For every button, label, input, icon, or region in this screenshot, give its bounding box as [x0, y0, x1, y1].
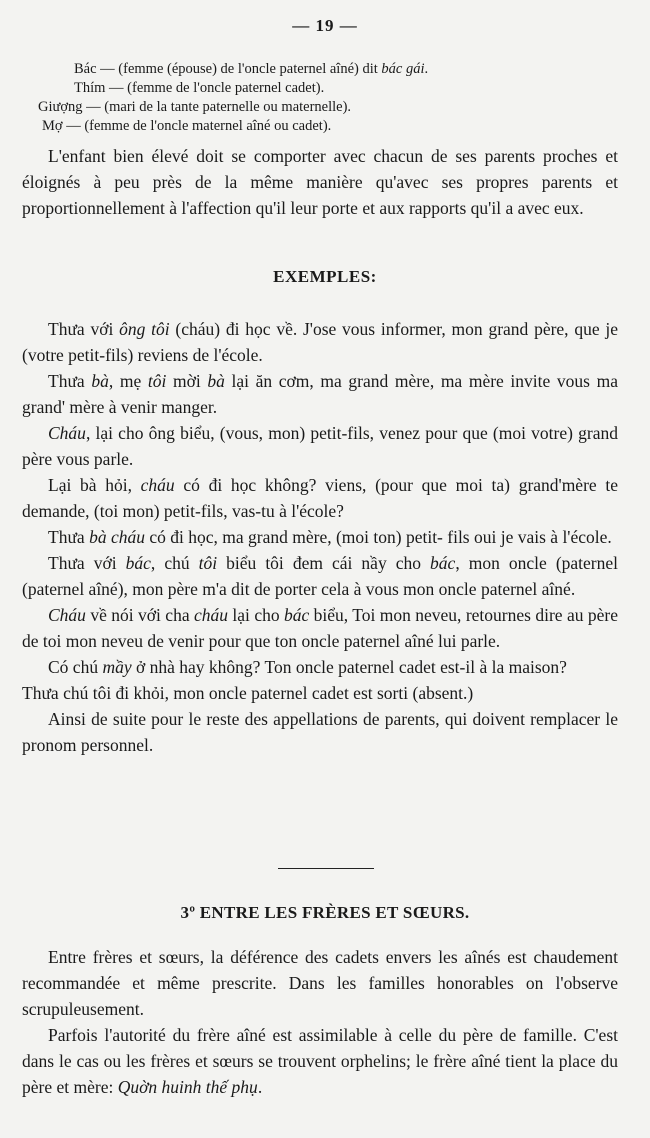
example-text: Lại bà hỏi, [48, 475, 141, 495]
example-text: , lại cho ông biểu, (vous, mon) petit-fils, venez pour que (moi votre) grand père vous parle. [22, 423, 618, 469]
example-italic: Cháu [48, 605, 86, 625]
example-text: ở nhà hay không? Ton oncle paternel cadet est-il à la maison? [131, 657, 567, 677]
section-paragraph: Entre frères et sœurs, la déférence des cadets envers les aînés est chaudement recommandée et même prescrite. Dans les familles honorables on l'observe scrupuleusement. [22, 947, 618, 1019]
definition-text: — (mari de la tante paternelle ou maternelle). [82, 99, 352, 115]
definition-term: Bác [74, 61, 97, 77]
example-text: Có chú [48, 657, 103, 677]
example-italic: tôi [198, 553, 218, 573]
example-italic: cháu [193, 605, 229, 625]
example-text: Ainsi de suite pour le reste des appellations de parents, qui doivent remplacer le pronom personnel. [22, 709, 618, 755]
example-text: biểu tôi đem cái nầy cho [217, 553, 431, 573]
definition-text: — (femme (épouse) de l'oncle paternel aîné) dit [96, 61, 382, 77]
example-italic: tôi [147, 371, 167, 391]
section-italic: Quờn huinh thế phụ [117, 1077, 258, 1097]
example-text: (cháu) đi học về. J'ose vous informer, mon grand père, que je (votre petit-fils) reviens de l'école. [22, 319, 619, 365]
definition-mo [34, 117, 594, 136]
definition-term: Thím [74, 80, 106, 96]
definition-term: Giượng [38, 99, 83, 115]
section-divider [278, 868, 374, 869]
example-text: Thưa với [48, 319, 120, 339]
example-paragraph [22, 706, 618, 758]
example-text: Thưa [48, 527, 90, 547]
example-italic: cháu [140, 475, 175, 495]
example-paragraph [22, 420, 618, 472]
example-text: mời [166, 371, 208, 391]
examples-section [22, 316, 618, 758]
example-text: biểu, Toi mon neveu, retournes dire au père de toi mon neveu de venir pour que ton oncle paternel aîné lui parle. [22, 605, 618, 651]
definition-end: . [424, 61, 429, 77]
example-paragraph [22, 680, 618, 706]
example-italic: bác [430, 553, 456, 573]
example-italic: bác [283, 605, 310, 625]
definition-term: Mợ [42, 118, 63, 134]
example-text: , mon oncle (paternel (paternel aîné), mon père m'a dit de porter cela à vous mon oncle paternel aîné. [22, 553, 618, 599]
example-text: lại cho [228, 605, 284, 625]
intro-paragraph: L'enfant bien élevé doit se comporter avec chacun de ses parents proches et éloignés à peu près de la même manière qu'avec ses propres parents et proportionnellement à l'affection qu'il leur porte et aux rapports qu'il a avec eux. [22, 146, 618, 218]
example-italic: Cháu [48, 423, 86, 443]
example-paragraph [22, 550, 618, 602]
example-paragraph [22, 654, 618, 680]
example-text: có đi học, ma grand mère, (moi ton) petit- fils oui je vais à l'école. [144, 527, 612, 547]
definition-giuong [34, 98, 594, 117]
example-paragraph [22, 524, 618, 550]
definition-text: — (femme de l'oncle maternel aîné ou cadet). [62, 118, 332, 134]
section-text: . [257, 1077, 263, 1097]
example-text: Thưa với [48, 553, 126, 573]
example-text: Thưa chú tôi đi khỏi, mon oncle paternel cadet est sorti (absent.) [22, 683, 474, 703]
example-italic: bác [125, 553, 151, 573]
example-paragraph [22, 602, 618, 654]
example-text: lại ăn cơm, ma grand mère, ma mère invite vous ma grand' mère à venir manger. [22, 371, 618, 417]
example-text: , mẹ [108, 371, 148, 391]
definition-bac [34, 60, 594, 79]
section-heading: 3º ENTRE LES FRÈRES ET SŒURS. [180, 903, 470, 922]
example-italic: mầy [102, 657, 132, 677]
example-text: về nói với cha [85, 605, 194, 625]
example-italic: bà [207, 371, 225, 391]
section-text: Parfois l'autorité du frère aîné est assimilable à celle du père de famille. C'est dans le cas ou les frères et sœurs se trouvent orphelins; le frère aîné tient la place du père et mère: [22, 1025, 618, 1097]
definitions-list [34, 60, 594, 136]
definition-text: — (femme de l'oncle paternel cadet). [105, 80, 325, 96]
example-paragraph [22, 472, 618, 524]
section-paragraph [22, 1022, 618, 1100]
examples-heading: EXEMPLES: [273, 267, 377, 286]
example-text: Thưa [48, 371, 92, 391]
definition-thim [34, 79, 594, 98]
definition-italic: bác gái [381, 61, 425, 77]
example-italic: bà cháu [89, 527, 145, 547]
example-paragraph [22, 368, 618, 420]
siblings-section [22, 944, 618, 1100]
example-italic: bà [91, 371, 109, 391]
example-italic: ông tôi [119, 319, 170, 339]
example-text: có đi học không? viens, (pour que moi ta) grand'mère te demande, (toi mon) petit-fils, vas-tu à l'école? [22, 475, 618, 521]
intro-section [22, 143, 618, 221]
example-text: , chú [150, 553, 199, 573]
example-paragraph [22, 316, 618, 368]
page-number: — 19 — [292, 16, 358, 35]
